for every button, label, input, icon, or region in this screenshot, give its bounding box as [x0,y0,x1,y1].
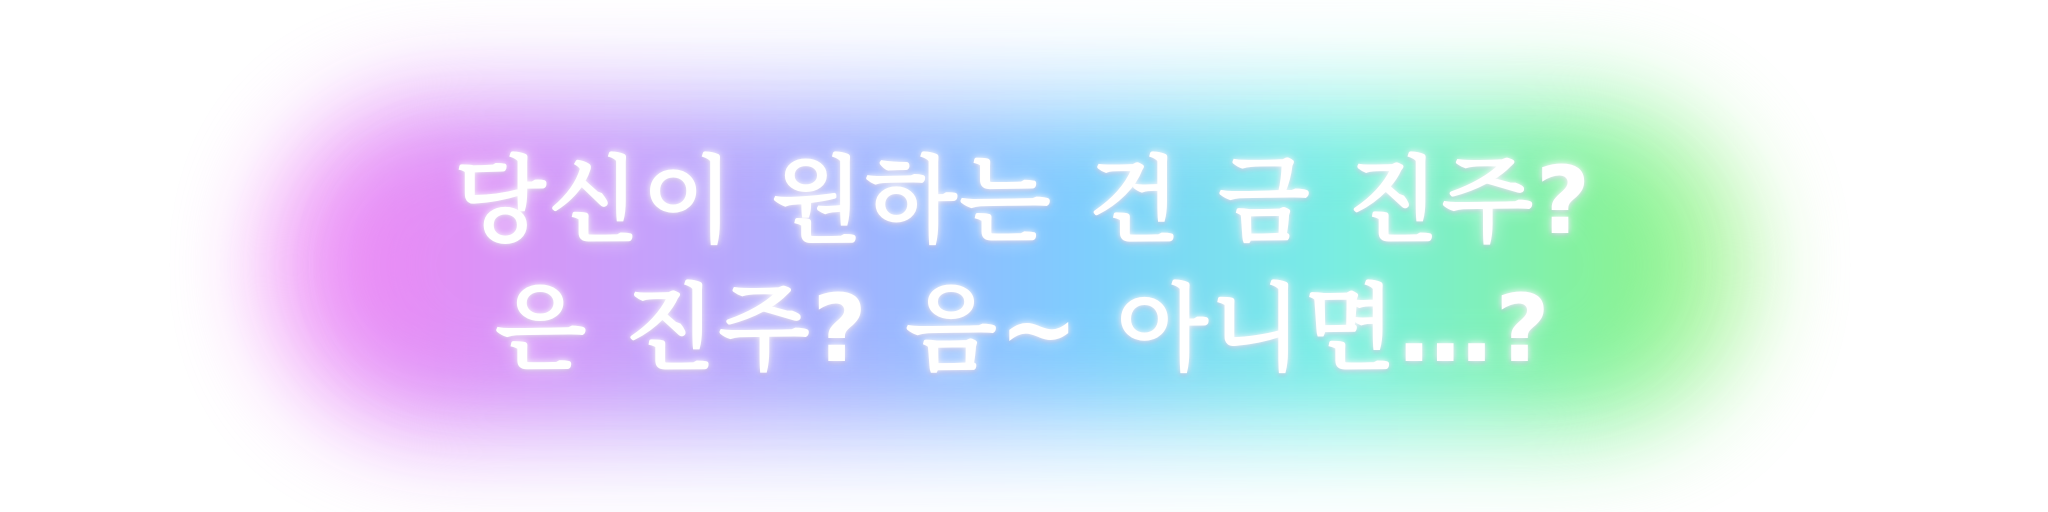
caption-text [0,138,2048,394]
caption-line-2: 은 진주? 음~ 아니면…? [495,275,1553,384]
caption-line-1: 당신이 원하는 건 금 진주? [454,147,1594,256]
